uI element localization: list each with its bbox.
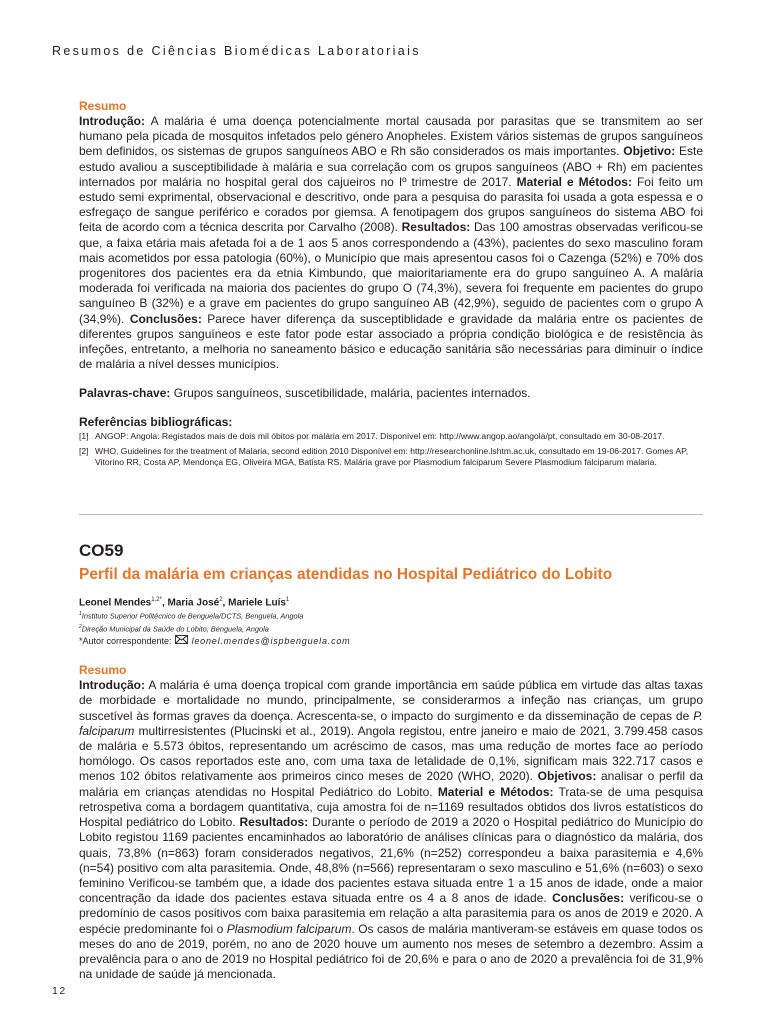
- author-affiliation-sup: 2: [219, 597, 223, 603]
- reference-item: [79, 446, 703, 468]
- keywords: [79, 386, 703, 401]
- intro-text: A malária é uma doença tropical com grande importância em saúde pública em virtude das altas taxas de morbidade e mortalidade no mundo, principalmente, se considerarmos a infeção nas crianças, um grupo suscetível às formas graves da doença. Acrescenta-se, o impacto do surgimento e da disseminação de cepas de: [79, 678, 703, 723]
- email-link[interactable]: leonel.mendes@ispbenguela.com: [191, 636, 351, 647]
- author-affiliation-sup: 1: [285, 597, 290, 603]
- conclusions-text: verificou-se o predomínio de casos positivos com baixa parasitemia em relação a alta parasitemia para os anos de 2019 e 2020. A espécie predominante foi o: [79, 891, 703, 936]
- section-divider: [79, 514, 703, 515]
- affiliation: [79, 622, 703, 634]
- results-heading: Resultados:: [401, 220, 471, 235]
- reference-item: [79, 431, 703, 442]
- author-name: Mariele Luís: [228, 597, 286, 609]
- author-list: Leonel Mendes$^{1,2*}$, Maria José$^2$, Mariele Luís$^1$: [79, 597, 290, 609]
- species-italic: P. falciparum: [79, 708, 703, 738]
- references-list: [79, 431, 703, 468]
- methods-text: Trata-se de uma pesquisa retrospetiva coma a bordagem quantitativa, cuja amostra foi de n=1169 resultados obtidos dos livros estatísticos do Hospital pediátrico do Lobito.: [79, 784, 703, 830]
- reference-number: [1]: [79, 431, 89, 442]
- methods-heading: Material e Métodos:: [516, 174, 632, 189]
- author-affiliation-sup: 1,2*: [151, 597, 162, 603]
- abstract-previous: [79, 99, 703, 472]
- author-name: Maria José: [167, 597, 220, 609]
- corresponding-author: [79, 635, 703, 648]
- references-heading: Referências bibliográficas:: [79, 415, 233, 430]
- keywords-heading: Palavras-chave:: [79, 386, 171, 401]
- intro-heading: Introdução:: [79, 678, 145, 693]
- reference-text: ANGOP: Angola: Registados mais de dois mil óbitos por malária em 2017. Disponível em: http://www.angop.ao/angola/pt, consultado em 30-08-2017.: [95, 431, 665, 442]
- author-name: Leonel Mendes: [79, 597, 152, 609]
- page-number: 12: [52, 985, 67, 997]
- objective-text: analisar o perfil da malária em crianças atendidas no Hospital Pediátrico do Lobito.: [79, 769, 704, 799]
- conclusions-heading: Conclusões:: [552, 891, 625, 906]
- abstract-co59: [79, 541, 703, 982]
- affiliation: [79, 609, 703, 621]
- resumo-label: Resumo: [79, 663, 127, 678]
- corresponding-label: *Autor correspondente:: [79, 636, 172, 647]
- methods-text: Foi feito um estudo semi exprimental, observacional e descritivo, onde para a pesquisa do parasita foi usada a gota espessa e o esfregaço de sangue periférico e corados por giemsa. A fenotipagem dos grupos sanguíneos do sistema ABO foi feita de acordo com a técnica descrita por Carvalho (2008).: [79, 174, 703, 235]
- envelope-icon: [175, 635, 188, 648]
- intro-heading: Introdução:: [79, 114, 145, 128]
- objective-text: Este estudo avaliou a susceptibilidade à malária e sua correlação com os grupos sanguíneos (ABO + Rh) em pacientes internados por malária no hospital geral dos cajueiros no Iº trimestre de 2017.: [79, 144, 703, 189]
- reference-number: [2]: [79, 446, 89, 457]
- species-italic: Plasmodium falciparum: [226, 921, 352, 936]
- abstract-body: [79, 678, 703, 982]
- methods-heading: Material e Métodos:: [437, 784, 554, 799]
- abstract-body: [79, 114, 703, 372]
- abstract-code: CO59: [79, 541, 124, 560]
- resumo-label: Resumo: [79, 99, 127, 113]
- conclusions-heading: Conclusões:: [129, 311, 202, 326]
- journal-header: Resumos de Ciências Biomédicas Laboratoriais: [52, 44, 421, 58]
- objective-heading: Objetivo:: [623, 144, 676, 159]
- affiliation-text: Instituto Superior Politécnico de Benguela/DCTS, Benguela, Angola: [81, 611, 304, 621]
- affiliation-text: Direção Municipal da Saúde do Lobito, Benguela, Angola: [81, 624, 269, 634]
- results-text: Durante o período de 2019 a 2020 o Hospital pediátrico do Município do Lobito registou 1169 pacientes encaminhados ao laboratório de análises clínicas para o diagnóstico da malária, dos quais, 73,8% (n=863) foram considerados negativos, 21,6% (n=252) correspondeu a baixa parasitemia e 4,6% (n=54) positivo com alta parasitemia. Onde, 48,8% (n=566) representaram o sexo masculino e 51,6% (n=603) o sexo feminino Verificou-se também que, a idade dos pacientes estava situada entre 1 a 15 anos de idade, onde a maior concentração da idade dos pacientes estava situada entre os 4 a 8 anos de idade.: [79, 815, 703, 906]
- conclusions-text-cont: . Os casos de malária mantiveram-se estáveis em quase todos os meses do ano de 2019, porém, no ano de 2020 houve um aumento nos meses de setembro a dezembro. Assim a prevalência para o ano de 2019 no Hospital pediátrico foi de 20,6% e para o ano de 2020 a prevalência foi de 31,9% na unidade de saúde já mencionada.: [79, 921, 703, 982]
- results-heading: Resultados:: [239, 815, 309, 830]
- intro-text-cont: multirresistentes (Plucinski et al., 2019). Angola registou, entre janeiro e maio de 2021, 3.799.458 casos de malária e 5.573 óbitos, representando um acréscimo de casos, mas uma redução de mortes face ao período homólogo. Os casos reportados este ano, com uma taxa de letalidade de 0,1%, significam mais 322.717 casos e menos 102 óbitos relativamente aos primeiros cinco meses de 2020 (WHO, 2020).: [79, 723, 703, 784]
- abstract-title: Perfil da malária em crianças atendidas no Hospital Pediátrico do Lobito: [79, 566, 613, 583]
- affiliation-sup: 1: [79, 611, 82, 618]
- conclusions-text: Parece haver diferença da susceptiblidade e gravidade da malária entre os pacientes de diferentes grupos sanguíneos e este fator pode estar associado a própria condição biológica e de resistência às infeções, entretanto, a melhoria no saneamento básico e educação sanitária são necessárias para diminuir o índice de malária a nível desses municípios.: [79, 311, 703, 372]
- keywords-text: Grupos sanguíneos, suscetibilidade, malária, pacientes internados.: [170, 386, 531, 401]
- results-text: Das 100 amostras observadas verificou-se que, a faixa etária mais afetada foi a de 1 aos 5 anos correspondendo a (43%), pacientes do sexo masculino foram mais acometidos por essa patologia (60%), o Município que mais apresentou casos foi o Cazenga (52%) e 70% dos progenitores dos pacientes era da etnia Kimbundo, que maioritariamente era do grupo sanguíneo A. A malária moderada foi verificada na maioria dos pacientes do grupo O (74,3%), severa foi frequente em pacientes do grupo sanguíneo B (32%) e a grave em pacientes do grupo sanguíneo AB (42,9%), seguido de pacientes com o grupo A (34,9%).: [79, 220, 703, 326]
- affiliation-sup: 2: [79, 623, 82, 630]
- reference-text: WHO, Guidelines for the treatment of Malaria, second edition 2010 Disponível em: http://researchonline.lshtm.ac.uk, consultado em 19-06-2017. Gomes AP, Vitorino RR, Costa AP, Mendonça EG, Oliveira MGA, Batista RS. Malária grave por Plasmodium falciparum Severe Plasmodium falciparum malaria.: [95, 446, 689, 468]
- objective-heading: Objetivos:: [537, 769, 597, 784]
- intro-text: A malária é uma doença potencialmente mortal causada por parasitas que se transmitem ao ser humano pela picada de mosquitos infetados pelo género Anopheles. Existem vários sistemas de grupos sanguíneos bem definidos, os sistemas de grupos sanguíneos ABO e Rh são considerados os mais importantes.: [79, 114, 703, 159]
